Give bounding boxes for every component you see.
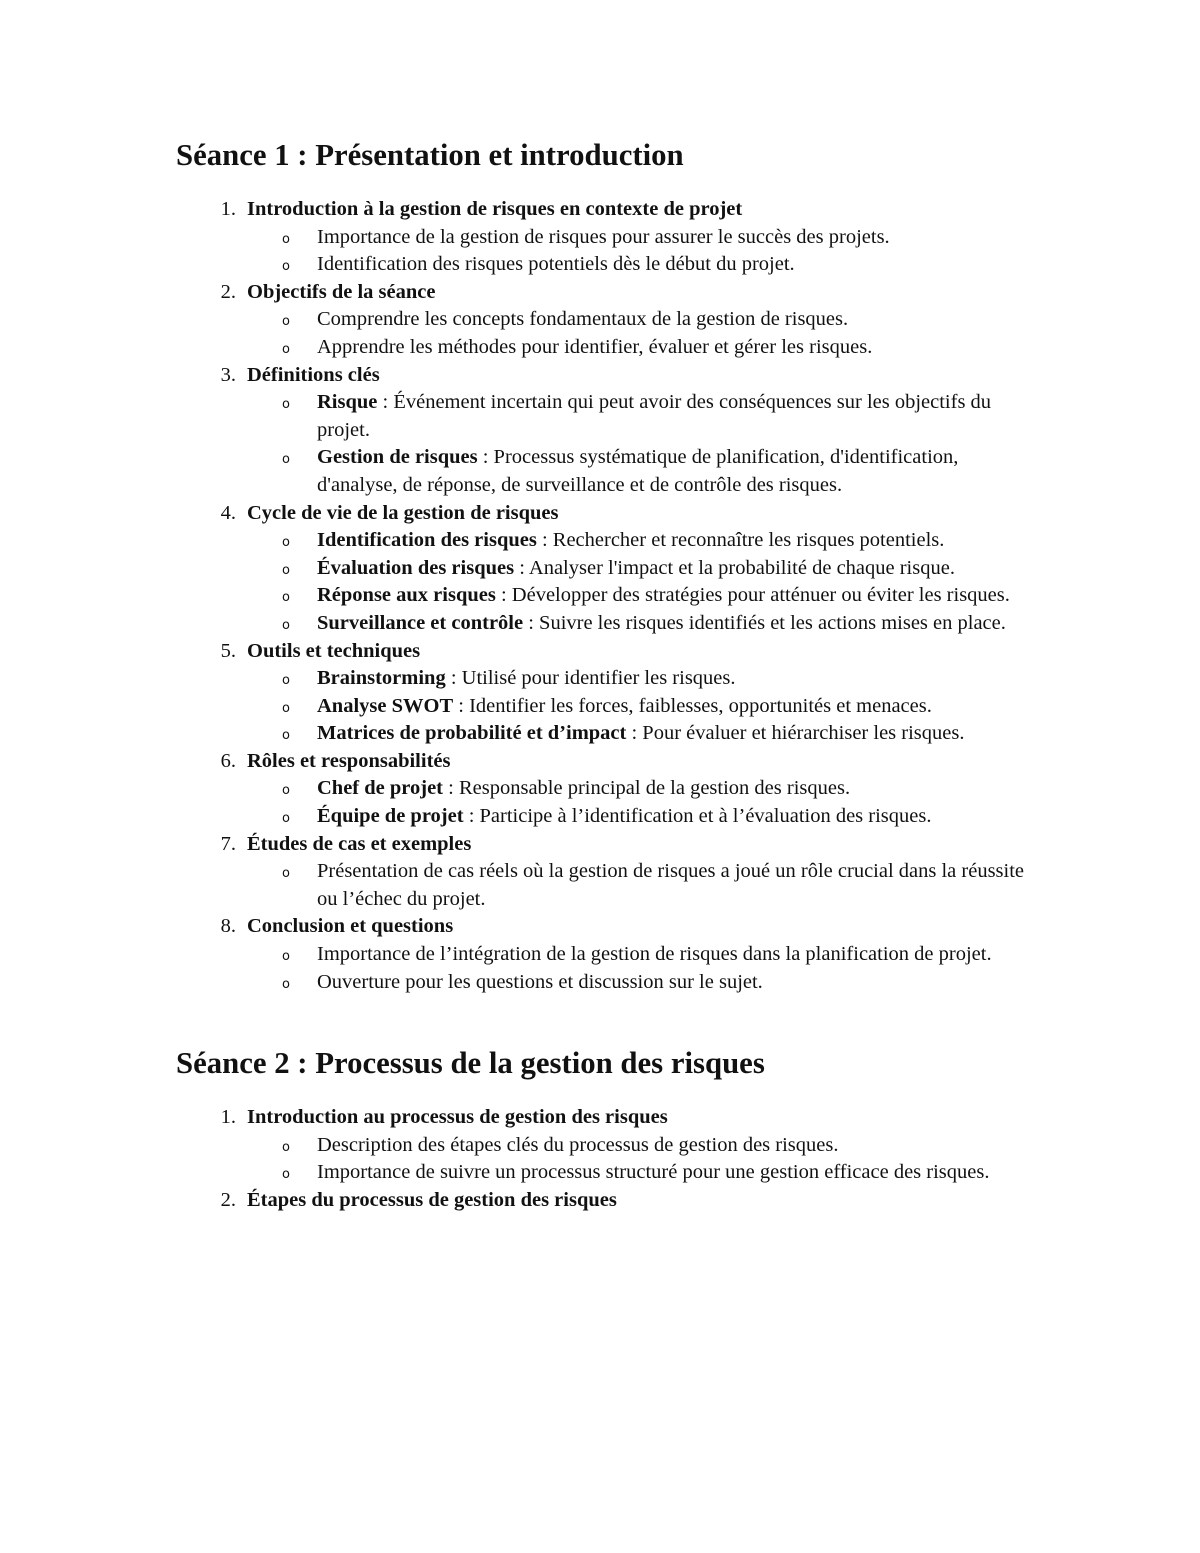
bullet-item: [176, 969, 1036, 997]
topic-number: 1.: [220, 198, 236, 220]
topic-list: [176, 196, 1036, 996]
bullet-text: : Processus systématique de planification, d'identification, d'analyse, de réponse, de surveillance et de contrôle des risques.: [317, 446, 959, 496]
bullet-list: [176, 858, 1036, 913]
bullet-marker: o: [282, 866, 290, 882]
bullet-marker: o: [282, 783, 290, 799]
bullet-marker: o: [282, 811, 290, 827]
topic-number: 4.: [220, 501, 236, 524]
topic-number: 5.: [220, 639, 236, 662]
topic-title: Étapes du processus de gestion des risques: [247, 1189, 617, 1211]
bullet-text: : Utilisé pour identifier les risques.: [445, 667, 736, 690]
bullet-term: Matrices de probabilité et d’impact: [317, 722, 627, 745]
topic-item: [176, 748, 1036, 831]
topic-number: 7.: [220, 832, 236, 855]
bullet-item: [176, 941, 1036, 969]
topic-title: Outils et techniques: [247, 639, 421, 662]
topic-title: Conclusion et questions: [247, 915, 454, 938]
bullet-list: [176, 389, 1036, 499]
bullet-text: : Développer des stratégies pour atténuer ou éviter les risques.: [495, 584, 1010, 607]
topic-heading: [176, 1104, 1036, 1132]
bullet-text: Description des étapes clés du processus de gestion des risques.: [317, 1133, 839, 1156]
topic-item: [176, 500, 1036, 638]
bullet-marker: o: [282, 728, 290, 744]
topic-heading: [176, 196, 1036, 224]
topic-number: 6.: [220, 749, 236, 772]
bullet-marker: o: [282, 1167, 290, 1183]
section-spacer: [176, 996, 1036, 1050]
topic-title: Cycle de vie de la gestion de risques: [247, 501, 559, 524]
topic-heading: [176, 1187, 1036, 1215]
bullet-item: [176, 803, 1036, 831]
topic-item: [176, 279, 1036, 362]
bullet-term: Gestion de risques: [317, 446, 478, 469]
section-title: Séance 2 : Processus de la gestion des risques: [176, 1046, 765, 1081]
topic-title: Introduction au processus de gestion des risques: [247, 1106, 668, 1129]
topic-item: [176, 831, 1036, 914]
bullet-text: Identification des risques potentiels dès le début du projet.: [317, 253, 795, 276]
bullet-text: : Responsable principal de la gestion des risques.: [443, 777, 851, 800]
topic-heading: [176, 913, 1036, 941]
topic-number: 3.: [220, 363, 236, 386]
topic-heading: [176, 831, 1036, 859]
bullet-list: [176, 224, 1036, 279]
topic-number: 2.: [220, 1189, 236, 1211]
topic-item: [176, 1187, 1036, 1215]
bullet-marker: o: [282, 617, 290, 633]
bullet-marker: o: [282, 700, 290, 716]
bullet-marker: o: [282, 341, 290, 357]
bullet-marker: o: [282, 949, 290, 965]
bullet-text: Présentation de cas réels où la gestion de risques a joué un rôle crucial dans la réussite ou l’échec du projet.: [317, 860, 1025, 910]
bullet-item: [176, 665, 1036, 693]
bullet-list: [176, 941, 1036, 996]
bullet-term: Identification des risques: [317, 529, 537, 552]
topic-heading: [176, 362, 1036, 390]
bullet-list: [176, 775, 1036, 830]
bullet-term: Risque: [317, 391, 378, 414]
bullet-item: [176, 306, 1036, 334]
bullet-item: [176, 720, 1036, 748]
bullet-item: [176, 858, 1036, 913]
bullet-marker: o: [282, 590, 290, 606]
bullet-item: [176, 389, 1036, 444]
bullet-item: [176, 444, 1036, 499]
topic-number: 2.: [220, 280, 236, 303]
bullet-term: Brainstorming: [317, 667, 446, 690]
bullet-text: : Participe à l’identification et à l’évaluation des risques.: [463, 805, 932, 828]
bullet-text: Comprendre les concepts fondamentaux de la gestion de risques.: [317, 308, 849, 331]
topic-heading: [176, 748, 1036, 776]
bullet-marker: o: [282, 452, 290, 468]
bullet-text: Importance de la gestion de risques pour assurer le succès des projets.: [317, 225, 890, 248]
bullet-list: [176, 527, 1036, 637]
topic-title: Introduction à la gestion de risques en contexte de projet: [247, 198, 743, 220]
bullet-marker: o: [282, 231, 290, 247]
bullet-marker: o: [282, 673, 290, 689]
bullet-item: [176, 334, 1036, 362]
bullet-text: Importance de suivre un processus structuré pour une gestion efficace des risques.: [317, 1161, 990, 1184]
bullet-item: [176, 1132, 1036, 1160]
bullet-text: Importance de l’intégration de la gestion de risques dans la planification de projet.: [317, 943, 992, 966]
bullet-marker: o: [282, 976, 290, 992]
bullet-term: Réponse aux risques: [317, 584, 496, 607]
bullet-marker: o: [282, 259, 290, 275]
bullet-item: [176, 693, 1036, 721]
bullet-item: [176, 527, 1036, 555]
topic-item: [176, 1104, 1036, 1187]
topic-title: Rôles et responsabilités: [247, 749, 451, 772]
bullet-text: : Analyser l'impact et la probabilité de chaque risque.: [514, 556, 955, 579]
bullet-list: [176, 665, 1036, 748]
bullet-text: : Événement incertain qui peut avoir des conséquences sur les objectifs du projet.: [317, 391, 992, 441]
topic-title: Définitions clés: [247, 363, 380, 386]
bullet-list: [176, 1132, 1036, 1187]
topic-item: [176, 638, 1036, 748]
bullet-text: Ouverture pour les questions et discussion sur le sujet.: [317, 970, 763, 993]
bullet-term: Analyse SWOT: [317, 694, 454, 717]
topic-item: [176, 196, 1036, 279]
bullet-text: Apprendre les méthodes pour identifier, évaluer et gérer les risques.: [317, 335, 873, 358]
bullet-item: [176, 775, 1036, 803]
bullet-text: : Identifier les forces, faiblesses, opportunités et menaces.: [453, 694, 932, 717]
document-body: [176, 138, 1036, 1215]
section-title-spacer: [176, 170, 1036, 196]
bullet-term: Équipe de projet: [317, 805, 464, 828]
bullet-text: : Pour évaluer et hiérarchiser les risques.: [626, 722, 965, 745]
section-title: Séance 1 : Présentation et introduction: [176, 138, 684, 172]
topic-title: Objectifs de la séance: [247, 280, 436, 303]
topic-heading: [176, 500, 1036, 528]
bullet-marker: o: [282, 314, 290, 330]
bullet-item: [176, 610, 1036, 638]
bullet-text: : Suivre les risques identifiés et les actions mises en place.: [523, 611, 1006, 634]
bullet-marker: o: [282, 397, 290, 413]
bullet-list: [176, 306, 1036, 361]
topic-item: [176, 913, 1036, 996]
topic-heading: [176, 279, 1036, 307]
bullet-term: Surveillance et contrôle: [317, 611, 524, 634]
topic-number: 8.: [220, 915, 236, 938]
bullet-item: [176, 251, 1036, 279]
bullet-marker: o: [282, 535, 290, 551]
bullet-item: [176, 224, 1036, 252]
bullet-marker: o: [282, 1139, 290, 1155]
bullet-item: [176, 1159, 1036, 1187]
section-title-spacer: [176, 1078, 1036, 1104]
bullet-marker: o: [282, 562, 290, 578]
bullet-text: : Rechercher et reconnaître les risques potentiels.: [536, 529, 945, 552]
topic-item: [176, 362, 1036, 500]
bullet-term: Évaluation des risques: [317, 556, 515, 579]
topic-number: 1.: [220, 1106, 236, 1129]
topic-list: [176, 1104, 1036, 1214]
topic-heading: [176, 638, 1036, 666]
bullet-item: [176, 555, 1036, 583]
topic-title: Études de cas et exemples: [247, 832, 472, 855]
bullet-item: [176, 582, 1036, 610]
bullet-term: Chef de projet: [317, 777, 444, 800]
